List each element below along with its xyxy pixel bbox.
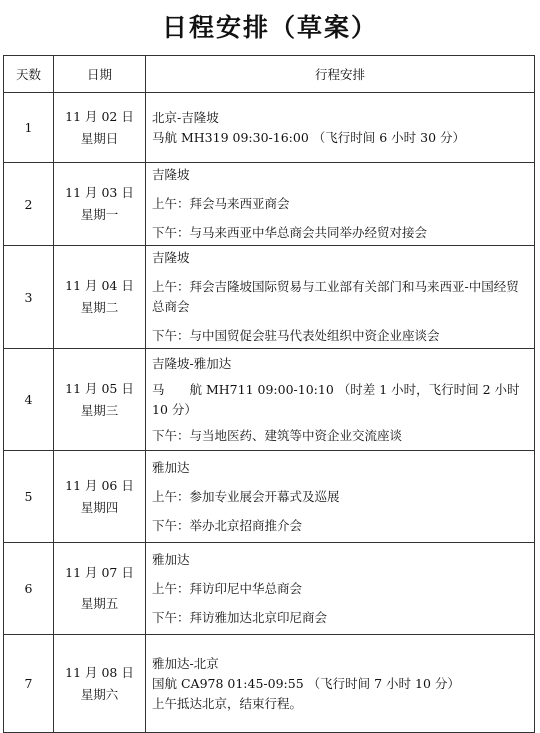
date-cell: [54, 451, 146, 543]
weekday-text: 星期一: [80, 207, 119, 222]
table-row: [4, 543, 535, 635]
date-cell: [54, 246, 146, 349]
plan-line: 马 航 MH711 09:00-10:10 （时差 1 小时，飞行时间 2 小时 10 分）: [152, 381, 520, 417]
day-number: 4: [4, 349, 54, 451]
plan-line: 上午抵达北京，结束行程。: [152, 695, 303, 711]
table-row: [4, 349, 535, 451]
plan-line: 吉隆坡-雅加达: [152, 355, 232, 371]
date-cell: [54, 543, 146, 635]
date-text: 11 月 06 日: [65, 477, 134, 493]
plan-line: 上午：参加专业展会开幕式及巡展: [152, 488, 340, 504]
day-number: 1: [4, 93, 54, 163]
plan-line: 上午：拜会马来西亚商会: [152, 196, 290, 211]
weekday-text: 星期五: [80, 596, 119, 611]
plan-line: 雅加达-北京: [152, 655, 219, 671]
date-text: 11 月 05 日: [65, 380, 134, 396]
plan-cell: [146, 93, 535, 163]
date-text: 11 月 08 日: [65, 664, 134, 680]
header-date: 日期: [54, 56, 146, 93]
day-number: 3: [4, 246, 54, 349]
page-title: 日程安排（草案）: [161, 13, 378, 42]
plan-cell: [146, 349, 535, 451]
plan-line: 吉隆坡: [152, 250, 190, 265]
date-cell: [54, 93, 146, 163]
table-row: [4, 635, 535, 733]
day-number: 2: [4, 163, 54, 246]
plan-line: 马航 MH319 09:30-16:00 （飞行时间 6 小时 30 分）: [152, 129, 466, 145]
day-number: 6: [4, 543, 54, 635]
weekday-text: 星期四: [80, 499, 119, 515]
plan-line: 吉隆坡: [152, 167, 190, 182]
plan-cell: [146, 543, 535, 635]
table-row: [4, 93, 535, 163]
plan-line: 北京-吉隆坡: [152, 109, 219, 125]
date-cell: [54, 163, 146, 246]
plan-line: 国航 CA978 01:45-09:55 （飞行时间 7 小时 10 分）: [152, 675, 460, 691]
plan-line: 上午：拜会吉隆坡国际贸易与工业部有关部门和马来西亚-中国经贸总商会: [152, 279, 519, 314]
day-number: 7: [4, 635, 54, 733]
table-row: [4, 163, 535, 246]
header-plan: 行程安排: [146, 56, 535, 93]
date-cell: [54, 635, 146, 733]
weekday-text: 星期二: [80, 300, 119, 315]
weekday-text: 星期三: [80, 402, 119, 418]
date-text: 11 月 07 日: [65, 565, 134, 580]
weekday-text: 星期日: [80, 130, 119, 146]
date-cell: [54, 349, 146, 451]
plan-line: 雅加达: [152, 551, 190, 567]
plan-line: 上午：拜访印尼中华总商会: [152, 580, 303, 596]
date-text: 11 月 04 日: [65, 278, 134, 293]
date-text: 11 月 03 日: [65, 185, 134, 200]
plan-cell: [146, 635, 535, 733]
date-text: 11 月 02 日: [65, 108, 134, 124]
plan-line: 下午：与马来西亚中华总商会共同举办经贸对接会: [152, 225, 428, 240]
day-number: 5: [4, 451, 54, 543]
header-day: 天数: [4, 56, 54, 93]
table-row: [4, 451, 535, 543]
plan-line: 下午：与当地医药、建筑等中资企业交流座谈: [152, 427, 403, 443]
plan-line: 雅加达: [152, 459, 190, 475]
table-row: [4, 246, 535, 349]
plan-line: 下午：与中国贸促会驻马代表处组织中资企业座谈会: [152, 328, 440, 343]
plan-cell: [146, 451, 535, 543]
plan-line: 下午：拜访雅加达北京印尼商会: [152, 609, 328, 625]
plan-cell: [146, 163, 535, 246]
plan-cell: [146, 246, 535, 349]
table-header-row: [4, 56, 535, 93]
plan-line: 下午：举办北京招商推介会: [152, 517, 303, 533]
schedule-table: [3, 55, 535, 733]
weekday-text: 星期六: [80, 686, 119, 702]
